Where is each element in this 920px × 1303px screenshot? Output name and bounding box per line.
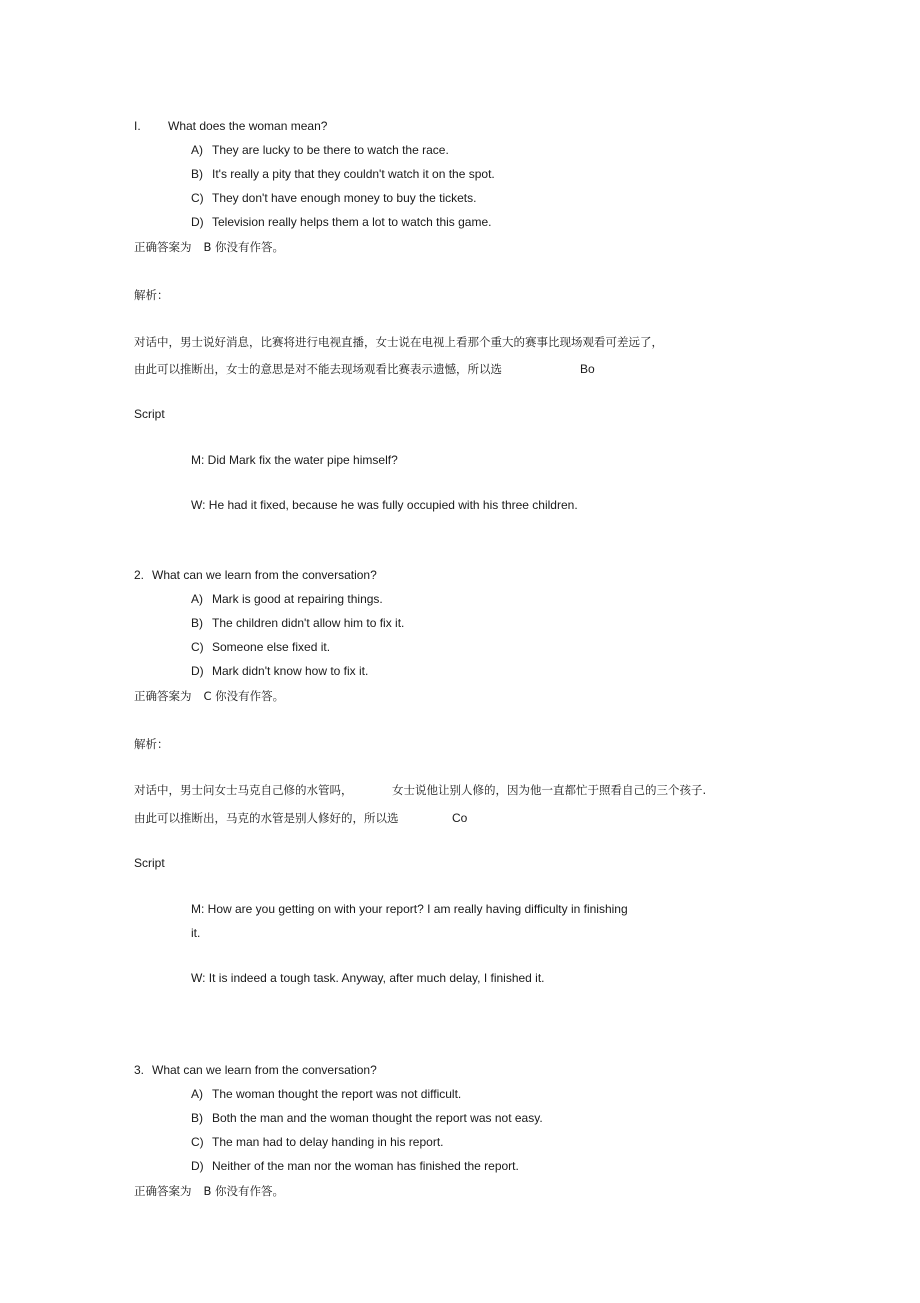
q2-analysis-choice: Co [452, 811, 468, 825]
q2-answer-value: C 你没有作答。 [203, 689, 285, 703]
q2-option-a: A) Mark is good at repairing things. [191, 592, 383, 606]
q1-option-b: B) It's really a pity that they couldn't watch it on the spot. [191, 167, 495, 181]
q2-question [134, 567, 377, 583]
q3-answer-label: 正确答案为 [134, 1184, 192, 1198]
script2-m-line: M: Did Mark fix the water pipe himself? [191, 453, 398, 467]
q3-answer [134, 1183, 284, 1199]
q1-analysis-label: 解析： [134, 288, 169, 302]
q1-option-d: D) Television really helps them a lot to watch this game. [191, 215, 492, 229]
q1-analysis-line1: 对话中，男士说好消息，比赛将进行电视直播，女士说在电视上看那个重大的赛事比现场观看可差远了， [134, 335, 663, 349]
q1-option-c: C) They don't have enough money to buy the tickets. [191, 191, 477, 205]
q3-option-a: A) The woman thought the report was not difficult. [191, 1087, 462, 1101]
script3-m-line1: M: How are you getting on with your report? I am really having difficulty in finishing [191, 902, 628, 916]
script2-w-line: W: He had it fixed, because he was fully occupied with his three children. [191, 498, 578, 512]
q2-analysis-line2: 由此可以推断出，马克的水管是别人修好的，所以选 [134, 811, 399, 825]
script3-label: Script [134, 856, 165, 870]
q1-analysis-line2: 由此可以推断出，女士的意思是对不能去现场观看比赛表示遗憾，所以选 [134, 362, 502, 376]
q2-option-d: D) Mark didn't know how to fix it. [191, 664, 369, 678]
q2-question-text: What can we learn from the conversation? [152, 568, 377, 582]
q2-option-b: B) The children didn't allow him to fix it. [191, 616, 405, 630]
q1-answer-value: B 你没有作答。 [203, 240, 285, 254]
script2-label: Script [134, 407, 165, 421]
q2-option-c: C) Someone else fixed it. [191, 640, 331, 654]
q1-analysis-choice: Bo [580, 362, 595, 376]
q2-analysis-label: 解析： [134, 737, 169, 751]
q1-answer [134, 239, 284, 255]
q1-answer-label: 正确答案为 [134, 240, 192, 254]
q2-analysis-line1a: 对话中，男士问女士马克自己修的水管吗， [134, 783, 353, 797]
q2-analysis-line1b: 女士说他让别人修的，因为他一直都忙于照看自己的三个孩子. [392, 783, 707, 797]
script3-w-line: W: It is indeed a tough task. Anyway, after much delay, I finished it. [191, 971, 545, 985]
script3-m-line2: it. [191, 926, 201, 940]
q1-number: I. [134, 119, 141, 133]
q2-number: 2. [134, 568, 145, 582]
q3-number: 3. [134, 1063, 145, 1077]
q1-option-a: A) They are lucky to be there to watch the race. [191, 143, 449, 157]
q3-option-b: B) Both the man and the woman thought the report was not easy. [191, 1111, 543, 1125]
q3-answer-value: B 你没有作答。 [203, 1184, 285, 1198]
q2-answer [134, 688, 284, 704]
q1-question [134, 118, 327, 134]
q1-question-text: What does the woman mean? [168, 119, 328, 133]
q3-option-c: C) The man had to delay handing in his report. [191, 1135, 444, 1149]
q3-question [134, 1062, 377, 1078]
q3-option-d: D) Neither of the man nor the woman has finished the report. [191, 1159, 519, 1173]
q2-answer-label: 正确答案为 [134, 689, 192, 703]
q3-question-text: What can we learn from the conversation? [152, 1063, 377, 1077]
